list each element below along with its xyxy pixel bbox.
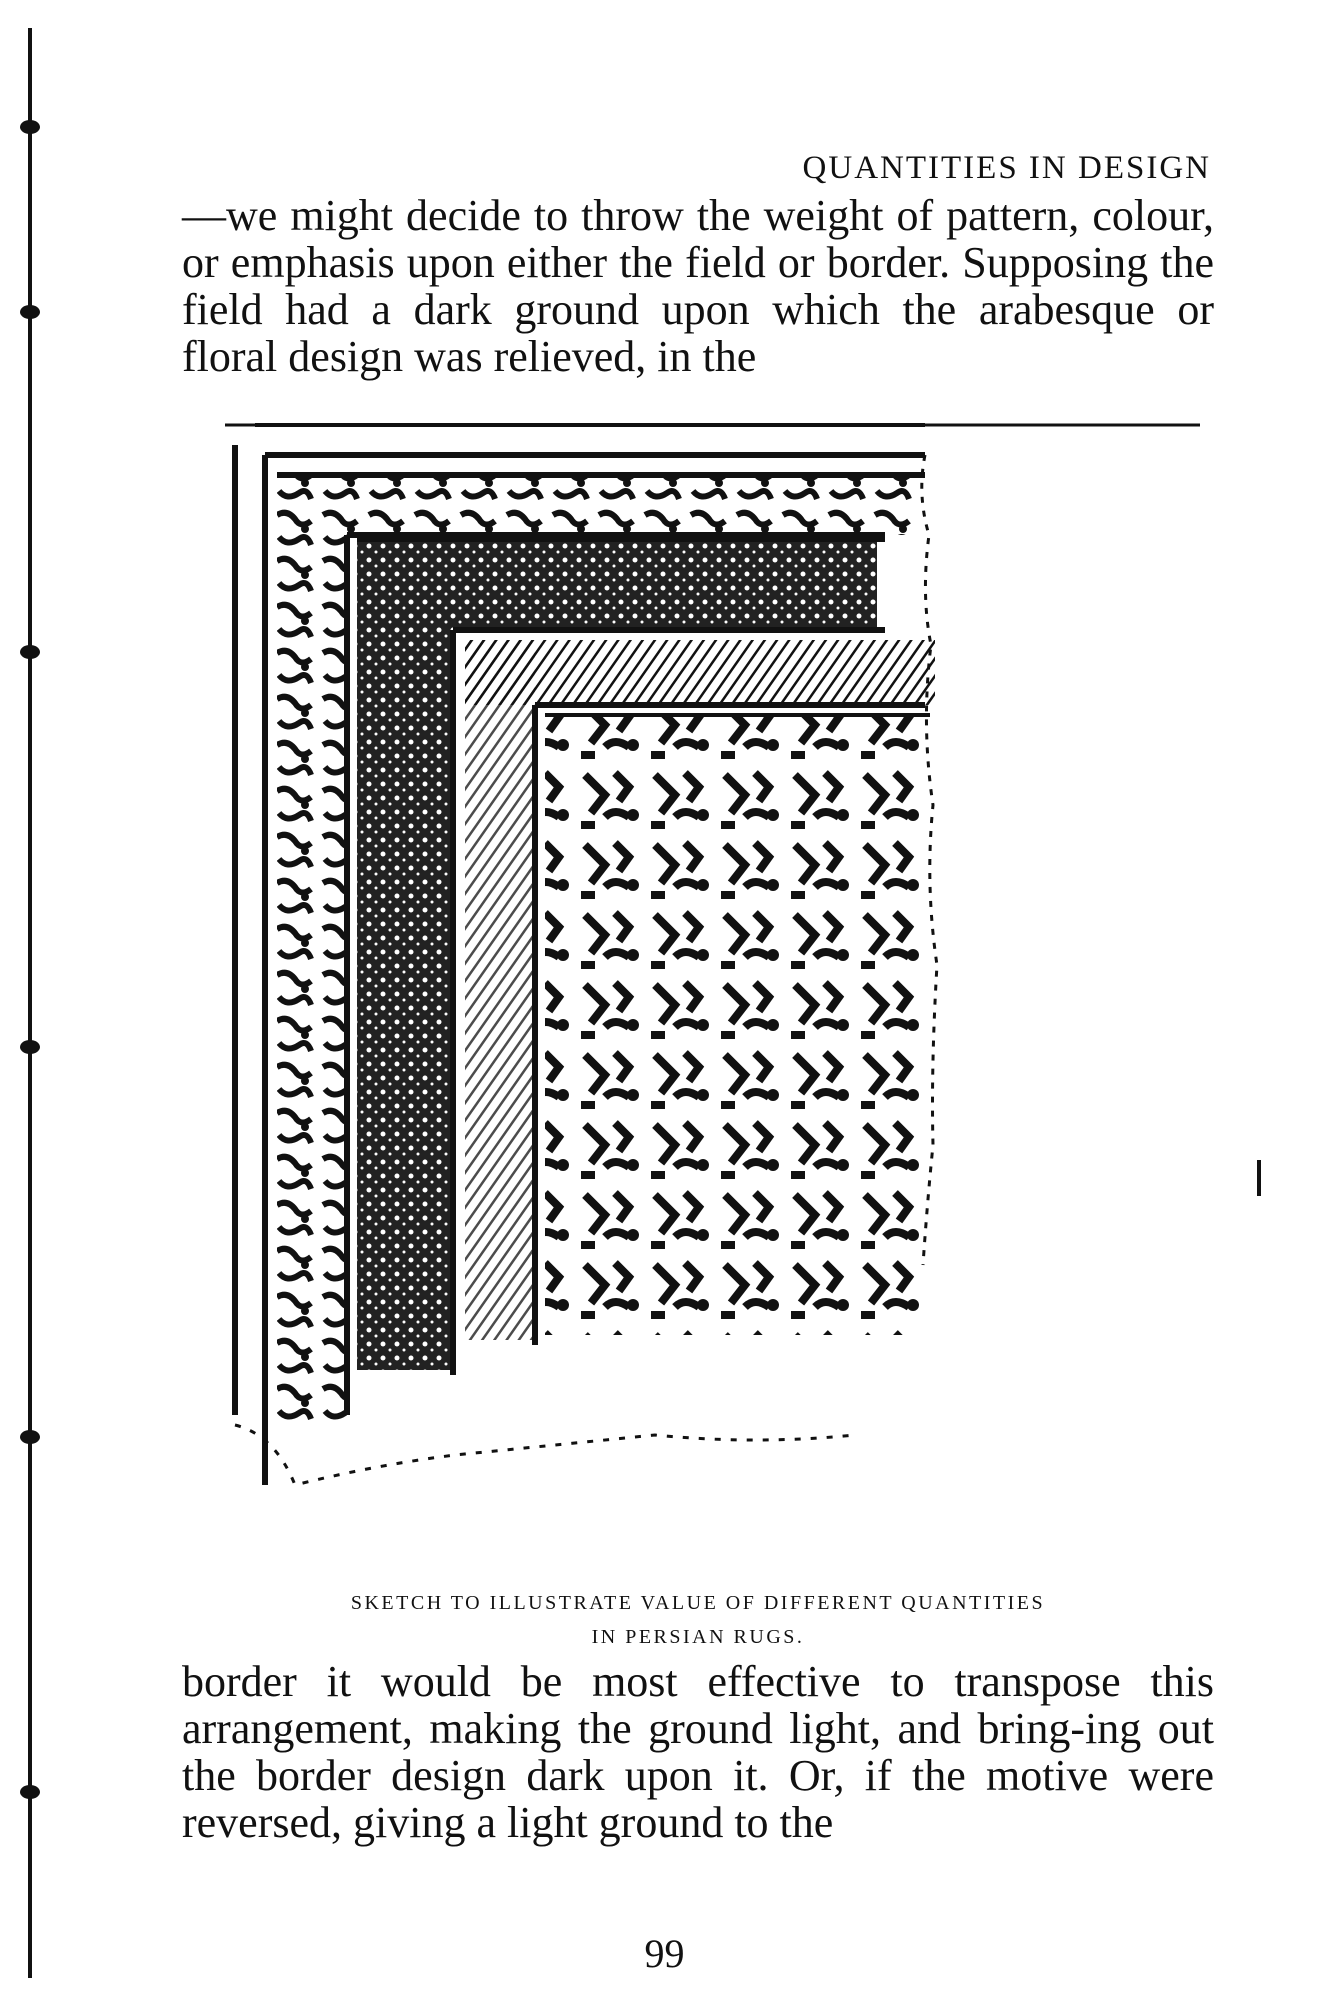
page-number: 99 (644, 1931, 685, 1976)
body-paragraph-top: —we might decide to throw the weight of pattern, colour, or emphasis upon either the field or border. Supposing the field had a dark ground upon which the arabesque or floral design was relieved, in the (182, 191, 1214, 381)
binding-mark (20, 120, 40, 134)
figure-caption (182, 1586, 1214, 1654)
binding-mark (20, 1430, 40, 1444)
rug-illustration (225, 415, 1200, 1575)
rug-illustration-svg (225, 415, 1200, 1575)
binding-mark (20, 1785, 40, 1799)
margin-mark (1257, 1160, 1261, 1196)
binding-mark (20, 305, 40, 319)
body-paragraph-bottom: border it would be most effective to transpose this arrangement, making the ground light, and bring-ing out the border design dark upon it. Or, if the motive were reversed, giving a light ground to the (182, 1657, 1214, 1847)
binding-mark (20, 1040, 40, 1054)
binding-mark (20, 645, 40, 659)
binding-rule (28, 28, 32, 1978)
figure-caption-line-1: SKETCH TO ILLUSTRATE VALUE OF DIFFERENT QUANTITIES (350, 1592, 1046, 1614)
running-head: QUANTITIES IN DESIGN (802, 150, 1211, 186)
figure-caption-line-2: IN PERSIAN RUGS. (591, 1626, 805, 1648)
